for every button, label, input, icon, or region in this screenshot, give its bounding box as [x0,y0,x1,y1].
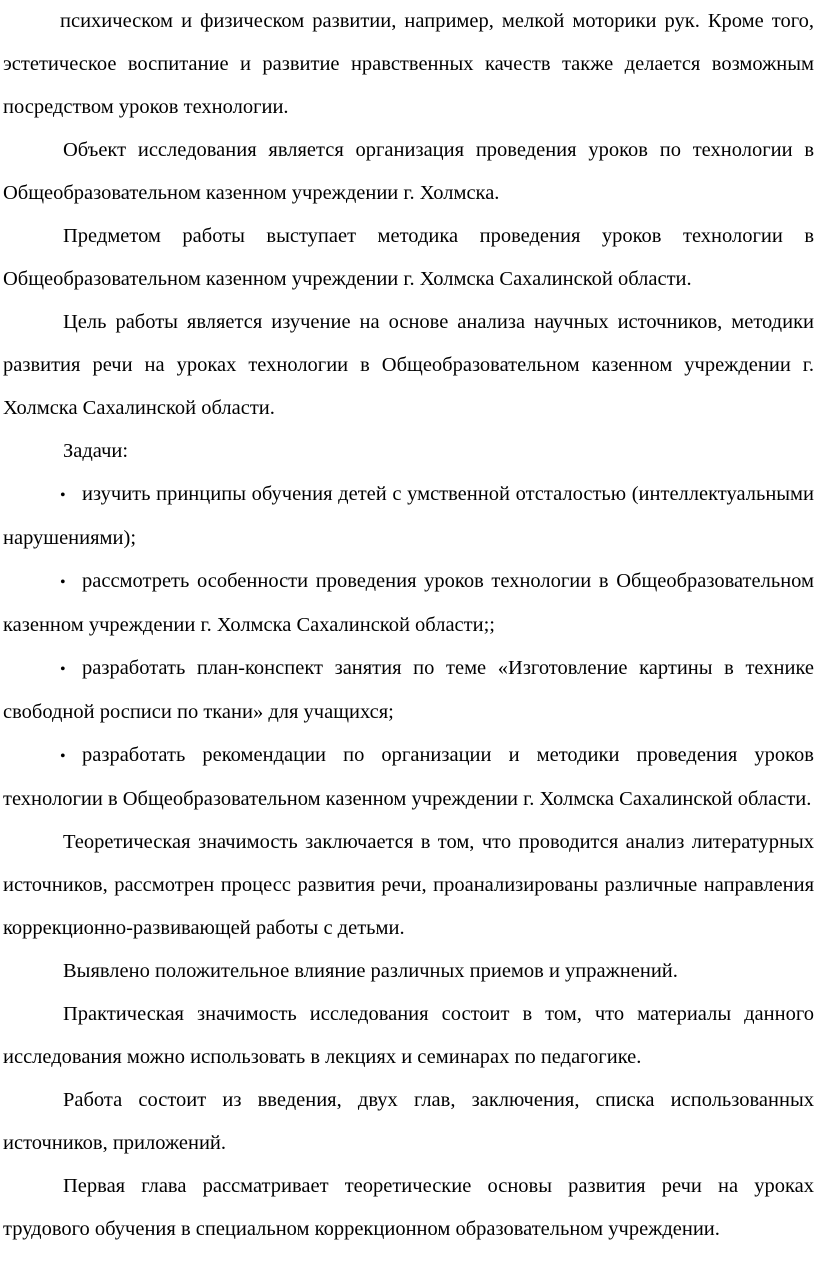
bullet-icon: • [60,748,66,765]
list-item [3,473,814,560]
bullet-icon: • [60,574,66,591]
list-item [3,647,814,734]
task-text: изучить принципы обучения детей с умственной отсталостью (интеллектуальными нарушениями); [3,483,814,549]
paragraph-continuation: психическом и физическом развитии, например, мелкой моторики рук. Кроме того, эстетическое воспитание и развитие нравственных качеств также делается возможным посредством уроков технологии. [3,10,814,118]
list-item [3,560,814,647]
paragraph-first-chapter: Первая глава рассматривает теоретические основы развития речи на уроках трудового обучения в специальном коррекционном образовательном учреждении. [3,1175,814,1240]
paragraph-practical-significance: Практическая значимость исследования состоит в том, что материалы данного исследования можно использовать в лекциях и семинарах по педагогике. [3,1003,814,1068]
paragraph-tasks-heading: Задачи: [63,440,129,462]
paragraph-subject: Предметом работы выступает методика проведения уроков технологии в Общеобразовательном казенном учреждении г. Холмска Сахалинской области. [3,225,814,290]
paragraph-positive-influence: Выявлено положительное влияние различных приемов и упражнений. [63,960,678,982]
bullet-icon: • [60,661,66,678]
task-text: рассмотреть особенности проведения уроков технологии в Общеобразовательном казенном учреждении г. Холмска Сахалинской области;; [3,570,814,636]
bullet-icon: • [60,487,66,504]
list-item [3,734,814,821]
paragraph-structure: Работа состоит из введения, двух глав, заключения, списка использованных источников, приложений. [3,1089,814,1154]
task-text: разработать рекомендации по организации и методики проведения уроков технологии в Общеобразовательном казенном учреждении г. Холмска Сахалинской области. [3,744,814,810]
paragraph-theoretical-significance: Теоретическая значимость заключается в том, что проводится анализ литературных источников, рассмотрен процесс развития речи, проанализированы различные направления коррекционно-развивающей работы с детьми. [3,831,814,939]
task-text: разработать план-конспект занятия по теме «Изготовление картины в технике свободной росписи по ткани» для учащихся; [3,657,814,723]
paragraph-goal: Цель работы является изучение на основе анализа научных источников, методики развития речи на уроках технологии в Общеобразовательном казенном учреждении г. Холмска Сахалинской области. [3,311,814,419]
paragraph-object: Объект исследования является организация проведения уроков по технологии в Общеобразовательном казенном учреждении г. Холмска. [3,139,814,204]
